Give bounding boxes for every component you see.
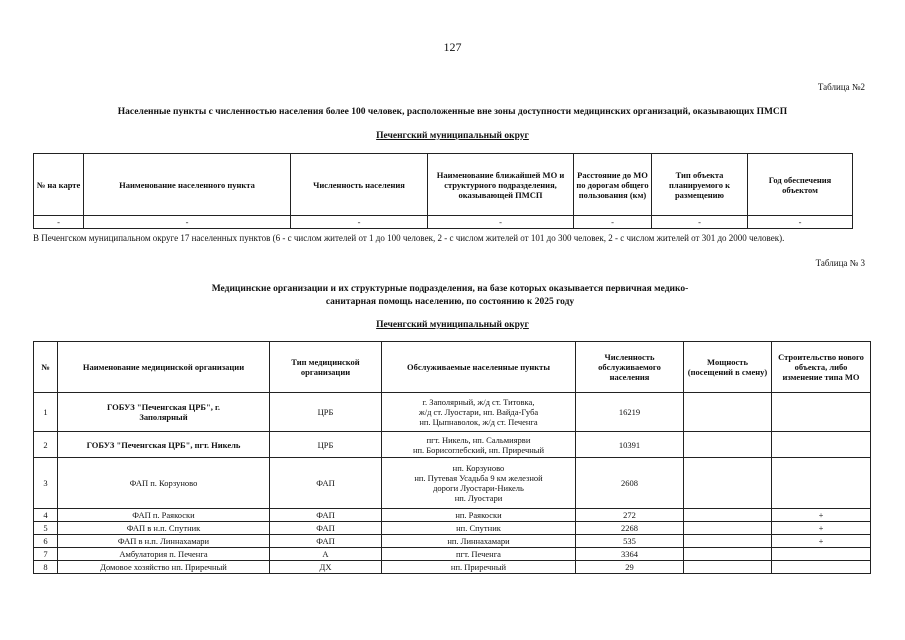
served-settlements: пгт. Печенга: [382, 548, 576, 561]
table-row: [34, 216, 853, 229]
population: 2268: [576, 522, 684, 535]
capacity: [684, 561, 772, 574]
row-number: 1: [34, 393, 58, 432]
served-settlements: [382, 393, 576, 432]
capacity: [684, 535, 772, 548]
settlement-line: г. Заполярный, ж/д ст. Титовка,: [422, 397, 535, 407]
table-row: [34, 393, 871, 432]
table-row: [34, 548, 871, 561]
table2-header-cell: № на карте: [34, 154, 84, 216]
table3-header-row: [34, 342, 871, 393]
capacity: [684, 548, 772, 561]
capacity: [684, 509, 772, 522]
organization-name: Амбулатория п. Печенга: [58, 548, 270, 561]
table3-district: Печенгский муниципальный округ: [376, 320, 529, 330]
table3-title-line: санитарная помощь населению, по состоянию к 2025 году: [325, 297, 575, 307]
table-row: [34, 458, 871, 509]
settlement-line: пгт. Никель, нп. Сальмиярви: [426, 434, 531, 445]
table2-note: В Печенгском муниципальном округе 17 населенных пунктов (6 - с числом жителей от 1 до 100 человек, 2 - с числом жителей от 101 до 300 человек, 2 - с числом жителей от 301 до 2000 человек).: [33, 233, 785, 243]
population: 3364: [576, 548, 684, 561]
organization-type: ФАП: [270, 535, 382, 548]
table3-header-cell: Обслуживаемые населенные пункты: [382, 342, 576, 393]
construction-mark: [772, 432, 871, 458]
table2-label: Таблица №2: [817, 82, 865, 92]
settlement-line: ж/д ст. Луостари, нп. Вайда-Губа: [418, 407, 539, 417]
organization-name: Домовое хозяйство нп. Приречный: [58, 561, 270, 574]
table-row: [34, 509, 871, 522]
row-number: 3: [34, 458, 58, 509]
organization-name: ФАП п. Корзуново: [58, 458, 270, 509]
table2: [33, 153, 853, 229]
served-settlements: нп. Приречный: [382, 561, 576, 574]
settlement-line: дороги Луостари-Никель: [433, 483, 524, 493]
construction-mark: +: [772, 509, 871, 522]
row-number: 8: [34, 561, 58, 574]
served-settlements: нп. Линнахамари: [382, 535, 576, 548]
construction-mark: +: [772, 522, 871, 535]
construction-mark: [772, 548, 871, 561]
table2-cell: -: [34, 216, 84, 229]
organization-type: ФАП: [270, 522, 382, 535]
table3-header-cell: Строительство нового объекта, либо изменение типа МО: [772, 342, 871, 393]
table3-header-cell: Мощность (посещений в смену): [684, 342, 772, 393]
table2-header-cell: Наименование населенного пункта: [84, 154, 291, 216]
served-settlements: [382, 432, 576, 458]
table3-title: [150, 283, 750, 309]
organization-type: А: [270, 548, 382, 561]
table2-district: Печенгский муниципальный округ: [376, 131, 529, 141]
organization-name: ФАП п. Раякоски: [58, 509, 270, 522]
table3-label: Таблица № 3: [815, 258, 865, 268]
table2-cell: -: [652, 216, 748, 229]
capacity: [684, 393, 772, 432]
table3: [33, 341, 871, 574]
row-number: 7: [34, 548, 58, 561]
construction-mark: [772, 458, 871, 509]
settlement-line: нп. Борисоглебский, нп. Приречный: [412, 444, 545, 455]
table2-cell: -: [748, 216, 853, 229]
organization-name: ФАП в н.п. Спутник: [58, 522, 270, 535]
construction-mark: [772, 393, 871, 432]
organization-name: ФАП в н.п. Линнахамари: [58, 535, 270, 548]
row-number: 2: [34, 432, 58, 458]
table3-title-line: Медицинские организации и их структурные подразделения, на базе которых оказывается первичная медико-: [211, 284, 689, 294]
settlement-line: нп. Цыпнаволок, ж/д ст. Печенга: [419, 417, 538, 427]
population: 2608: [576, 458, 684, 509]
served-settlements: [382, 458, 576, 509]
table2-title: Населенные пункты с численностью населения более 100 человек, расположенные вне зоны доступности медицинских организаций, оказывающих ПМСП: [117, 107, 788, 117]
organization-name: [58, 393, 270, 432]
construction-mark: +: [772, 535, 871, 548]
table2-header-cell: Численность населения: [291, 154, 428, 216]
table3-header-cell: Численность обслуживаемого населения: [576, 342, 684, 393]
table2-header-cell: Год обеспечения объектом: [748, 154, 853, 216]
organization-type: ЦРБ: [270, 393, 382, 432]
table3-header-cell: Наименование медицинской организации: [58, 342, 270, 393]
row-number: 5: [34, 522, 58, 535]
population: 535: [576, 535, 684, 548]
table2-header-cell: Наименование ближайшей МО и структурного подразделения, оказывающей ПМСП: [428, 154, 574, 216]
construction-mark: [772, 561, 871, 574]
table3-header-cell: №: [34, 342, 58, 393]
organization-type: ФАП: [270, 458, 382, 509]
page-number: 127: [443, 40, 462, 54]
population: 10391: [576, 432, 684, 458]
organization-name-line: ГОБУЗ "Печенгская ЦРБ", г.: [106, 402, 220, 412]
population: 29: [576, 561, 684, 574]
row-number: 6: [34, 535, 58, 548]
table2-header-row: [34, 154, 853, 216]
population: 16219: [576, 393, 684, 432]
row-number: 4: [34, 509, 58, 522]
organization-name: ГОБУЗ "Печенгская ЦРБ", пгт. Никель: [58, 432, 270, 458]
table-row: [34, 522, 871, 535]
settlement-line: нп. Путевая Усадьба 9 км железной: [414, 473, 543, 483]
organization-type: ФАП: [270, 509, 382, 522]
served-settlements: нп. Раякоски: [382, 509, 576, 522]
organization-type: ЦРБ: [270, 432, 382, 458]
organization-type: ДХ: [270, 561, 382, 574]
served-settlements: нп. Спутник: [382, 522, 576, 535]
table-row: [34, 561, 871, 574]
settlement-line: нп. Луостари: [454, 493, 503, 503]
population: 272: [576, 509, 684, 522]
table2-cell: -: [84, 216, 291, 229]
capacity: [684, 522, 772, 535]
table2-cell: -: [574, 216, 652, 229]
capacity: [684, 458, 772, 509]
settlement-line: нп. Корзуново: [452, 463, 505, 473]
capacity: [684, 432, 772, 458]
table2-header-cell: Расстояние до МО по дорогам общего пользования (км): [574, 154, 652, 216]
table-row: [34, 535, 871, 548]
table3-header-cell: Тип медицинской организации: [270, 342, 382, 393]
table2-cell: -: [428, 216, 574, 229]
table2-cell: -: [291, 216, 428, 229]
table-row: [34, 432, 871, 458]
table2-header-cell: Тип объекта планируемого к размещению: [652, 154, 748, 216]
organization-name-line: Заполярный: [139, 412, 188, 422]
